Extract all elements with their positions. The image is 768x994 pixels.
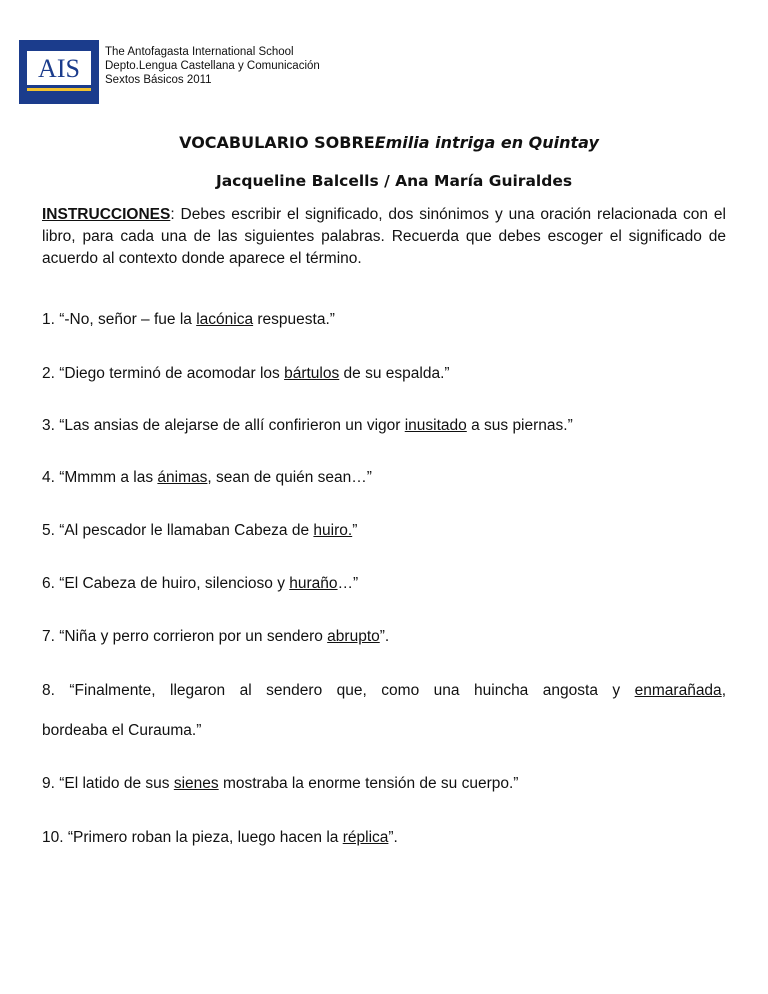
instructions-text: : Debes escribir el significado, dos sinónimos y una oración relacionada con el libro, para cada una de las siguientes palabras. Recuerda que debes escoger el significado de acuerdo al contexto donde aparece el término. <box>42 206 726 267</box>
vocab-word: réplica <box>342 829 389 846</box>
item-text: 4. “Mmmm a las <box>42 469 158 486</box>
department: Depto.Lengua Castellana y Comunicación <box>105 60 320 72</box>
vocab-item-8 <box>42 680 726 702</box>
authors: Jacqueline Balcells / Ana María Guiraldes <box>215 172 573 190</box>
vocab-item-5 <box>42 520 726 542</box>
item-text: mostraba la enorme tensión de su cuerpo.” <box>218 775 519 792</box>
item-text: 9. “El latido de sus <box>42 775 174 792</box>
vocab-word: sienes <box>173 775 219 792</box>
instructions <box>42 204 726 270</box>
vocab-word: huraño <box>289 575 338 592</box>
item-text: 10. “Primero roban la pieza, luego hacen la <box>42 829 343 846</box>
vocab-word: lacónica <box>196 311 254 328</box>
item-text: respuesta.” <box>253 311 335 328</box>
vocab-word: ánimas <box>157 469 208 486</box>
item-text: ”. <box>388 829 398 846</box>
vocab-word: abrupto <box>327 628 380 645</box>
vocab-item-6 <box>42 573 726 595</box>
page-title <box>0 133 768 152</box>
item-text: , sean de quién sean…” <box>207 469 372 486</box>
vocab-item-7 <box>42 626 726 648</box>
item-text: de su espalda.” <box>339 365 450 382</box>
logo-emblem <box>23 47 95 97</box>
vocab-item-10 <box>42 827 726 849</box>
item-text: a sus piernas.” <box>466 417 573 434</box>
school-header <box>105 45 320 87</box>
item-text: ” <box>352 522 358 539</box>
vocab-item-2 <box>42 363 726 385</box>
vocab-word: bártulos <box>284 365 340 382</box>
school-logo <box>19 40 99 104</box>
item-text: 2. “Diego terminó de acomodar los <box>42 365 285 382</box>
vocab-word: inusitado <box>404 417 467 434</box>
item-text: ”. <box>379 628 390 645</box>
vocab-item-8-continuation: bordeaba el Curauma.” <box>42 722 202 739</box>
item-text: 6. “El Cabeza de huiro, silencioso y <box>42 575 290 592</box>
vocab-item-1 <box>42 309 726 331</box>
vocab-item-4 <box>42 467 726 489</box>
logo-text: AIS <box>38 54 80 83</box>
item-text: 7. “Niña y perro corrieron por un sendero <box>42 628 328 645</box>
vocab-word: huiro. <box>313 522 353 539</box>
grade: Sextos Básicos 2011 <box>105 74 212 86</box>
item-text: 8. “Finalmente, llegaron al sendero que, como una huincha angosta y <box>42 682 635 699</box>
item-text: 1. “-No, señor – fue la <box>42 311 197 328</box>
instructions-label: INSTRUCCIONES <box>42 206 171 223</box>
item-text: 5. “Al pescador le llamaban Cabeza de <box>42 522 314 539</box>
school-name: The Antofagasta International School <box>105 46 294 58</box>
vocab-word: enmarañada <box>634 682 722 699</box>
item-text: , <box>721 682 726 699</box>
vocab-item-9 <box>42 773 726 795</box>
title-prefix: VOCABULARIO SOBRE <box>179 133 375 152</box>
item-text: 3. “Las ansias de alejarse de allí confirieron un vigor <box>42 417 405 434</box>
vocab-item-3 <box>42 415 726 437</box>
item-text: …” <box>337 575 359 592</box>
book-title: Emilia intriga en Quintay <box>374 133 599 152</box>
